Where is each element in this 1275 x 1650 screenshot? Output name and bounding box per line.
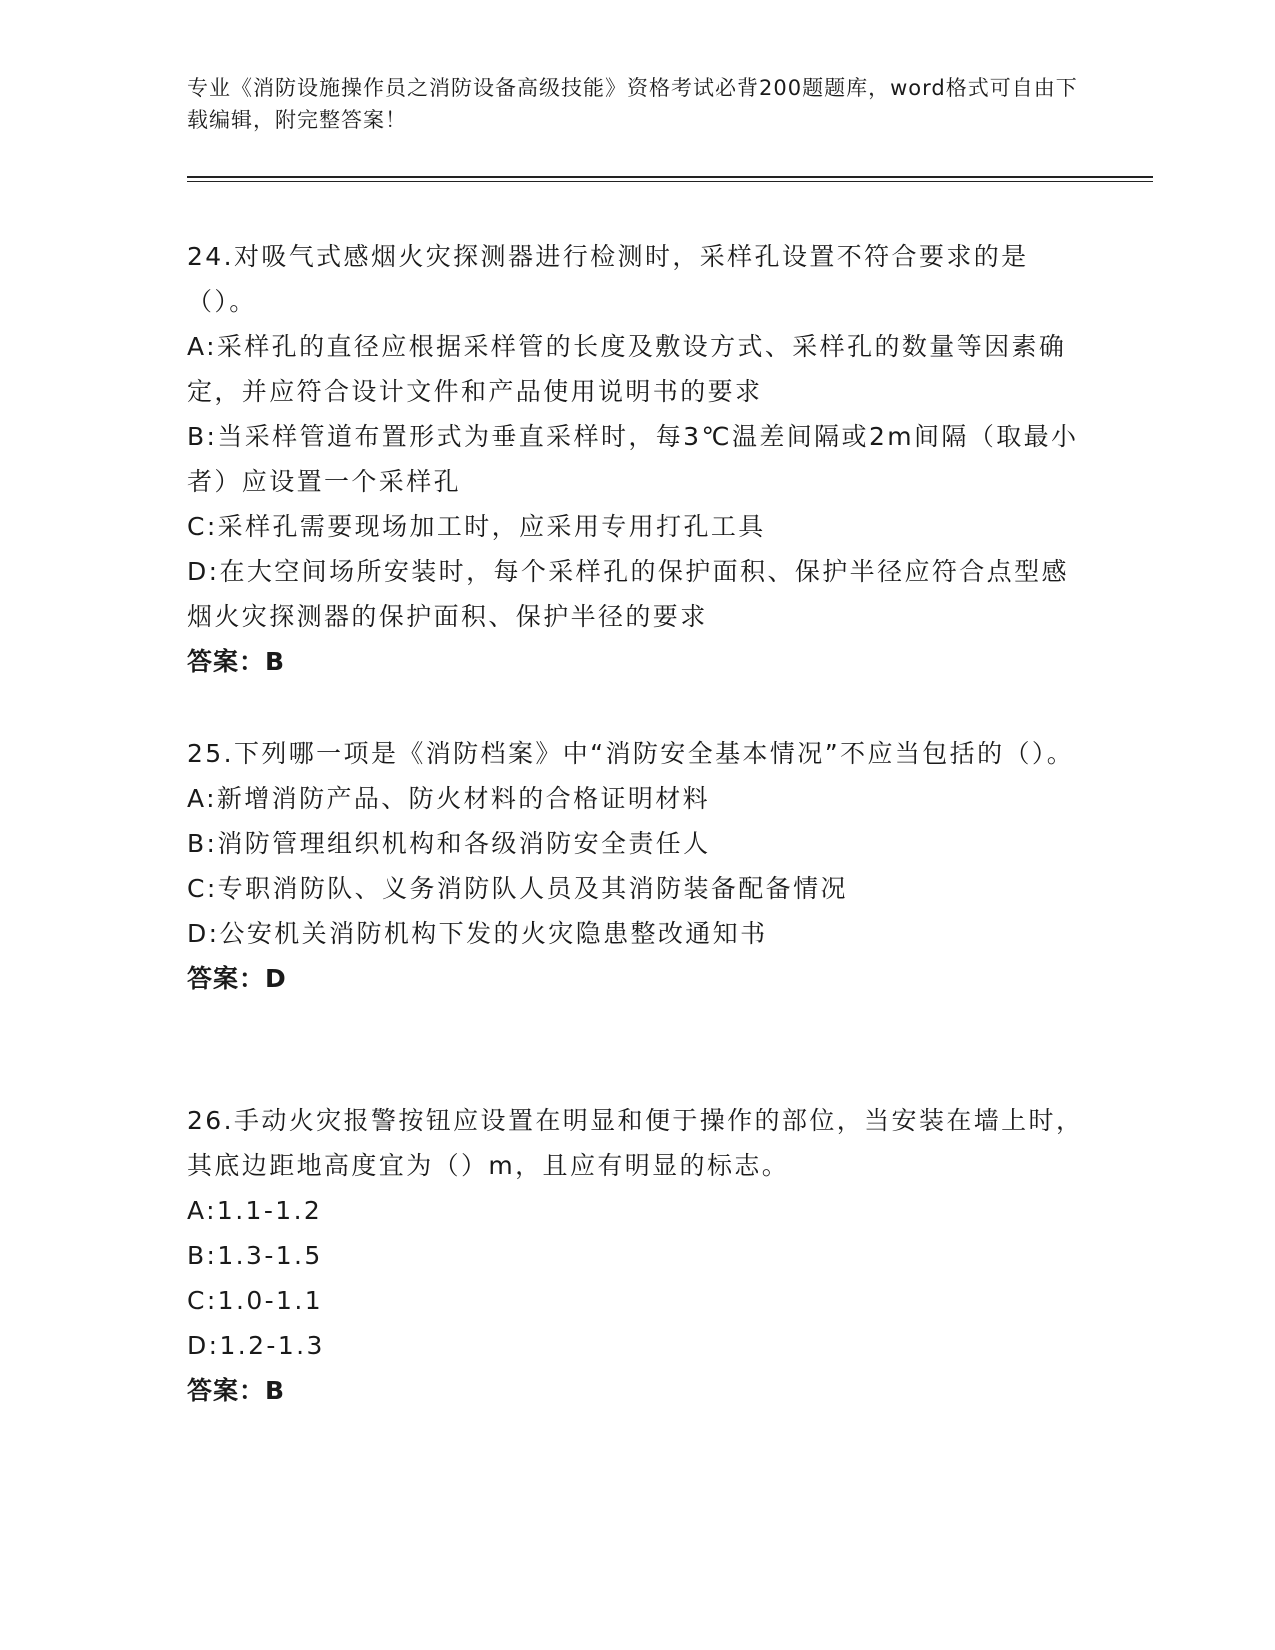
option-a: A:采样孔的直径应根据采样管的长度及敷设方式、采样孔的数量等因素确定，并应符合设计文件和产品使用说明书的要求 — [187, 332, 1067, 406]
option-d: D:在大空间场所安装时，每个采样孔的保护面积、保护半径应符合点型感烟火灾探测器的保护面积、保护半径的要求 — [187, 557, 1069, 631]
header-divider-thick — [187, 176, 1153, 178]
option-c: C:1.0-1.1 — [187, 1286, 324, 1315]
question-25 — [187, 731, 1087, 1001]
option-d: D:1.2-1.3 — [187, 1331, 325, 1360]
header-text: 专业《消防设施操作员之消防设备高级技能》资格考试必背200题题库，word格式可自由下载编辑，附完整答案！ — [187, 76, 1078, 132]
option-a: A:新增消防产品、防火材料的合格证明材料 — [187, 784, 711, 813]
question-stem: 24.对吸气式感烟火灾探测器进行检测时，采样孔设置不符合要求的是（）。 — [187, 242, 1029, 316]
document-header — [187, 72, 1087, 136]
header-divider-thin — [187, 181, 1153, 182]
question-stem: 26.手动火灾报警按钮应设置在明显和便于操作的部位，当安装在墙上时，其底边距地高度宜为（）m，且应有明显的标志。 — [187, 1106, 1084, 1180]
question-26 — [187, 1098, 1087, 1413]
option-b: B:当采样管道布置形式为垂直采样时，每3℃温差间隔或2m间隔（取最小者）应设置一个采样孔 — [187, 422, 1079, 496]
question-stem: 25.下列哪一项是《消防档案》中“消防安全基本情况”不应当包括的（）。 — [187, 739, 1075, 768]
option-c: C:采样孔需要现场加工时，应采用专用打孔工具 — [187, 512, 766, 541]
answer: 答案：D — [187, 964, 287, 993]
option-b: B:1.3-1.5 — [187, 1241, 323, 1270]
option-a: A:1.1-1.2 — [187, 1196, 323, 1225]
answer: 答案：B — [187, 1376, 286, 1405]
option-c: C:专职消防队、义务消防队人员及其消防装备配备情况 — [187, 874, 848, 903]
answer: 答案：B — [187, 647, 286, 676]
option-d: D:公安机关消防机构下发的火灾隐患整改通知书 — [187, 919, 768, 948]
option-b: B:消防管理组织机构和各级消防安全责任人 — [187, 829, 711, 858]
question-24 — [187, 234, 1087, 684]
